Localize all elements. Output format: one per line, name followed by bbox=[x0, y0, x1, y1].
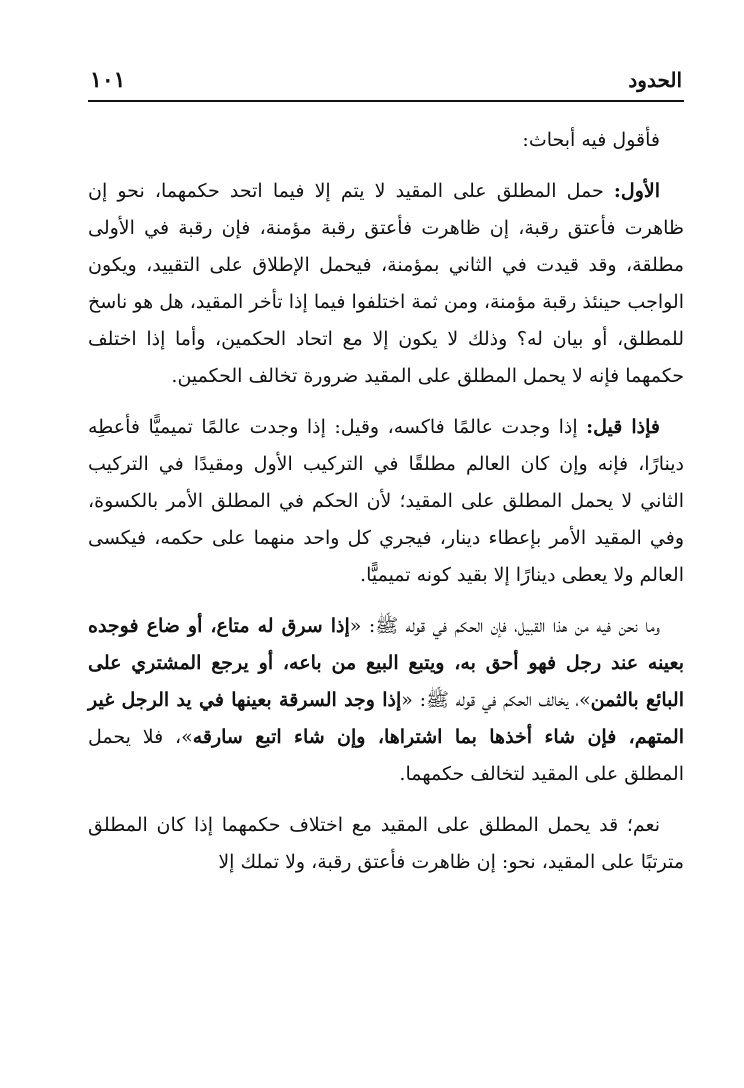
page-number: ١٠١ bbox=[90, 67, 126, 93]
paragraph-lead: الأول: bbox=[613, 180, 660, 202]
paragraph-first bbox=[88, 173, 684, 395]
running-title: الحدود bbox=[628, 68, 682, 92]
paragraph-text: إذا وجدت عالمًا فاكسه، وقيل: إذا وجدت عالمًا تميميًّا فأعطِه دينارًا، فإنه وإن كان العالم مطلقًا في التركيب الأول ومقيدًا في التركيب الثاني لا يحمل المطلق على المقيد؛ لأن الحكم في المطلق الأمر بالكسوة، وفي المقيد الأمر بإعطاء دينار، فيجري كل واحد منهما على حكمه، فيكسى العالم ولا يعطى دينارًا إلا بقيد كونه تميميًّا. bbox=[88, 416, 684, 586]
hadith-quote: إذا سرق له متاع، أو ضاع فوجده بعينه عند رجل فهو أحق به، ويتبع البيع من باعه، أو يرجع المشتري على البائع بالثمن bbox=[88, 615, 684, 711]
paragraph-intro bbox=[88, 122, 684, 159]
intro-text: فأقول فيه أبحاث: bbox=[522, 129, 660, 151]
paragraph-last bbox=[88, 807, 684, 881]
paragraph-text: نعم؛ قد يحمل المطلق على المقيد مع اختلاف حكمهما إذا كان المطلق مترتبًا على المقيد، نحو: إن ظاهرت فأعتق رقبة، ولا تملك إلا bbox=[88, 814, 684, 873]
paragraph-text: وما نحن فيه من هذا القبيل، فإن الحكم في قوله ﷺ: « bbox=[349, 615, 661, 637]
page-header bbox=[90, 62, 682, 98]
hadith-quote: إذا وجد السرقة بعينها في يد الرجل غير المتهم، فإن شاء أخذها بما اشتراها، وإن شاء اتبع سارقه bbox=[88, 689, 684, 748]
paragraph-lead: فإذا قيل: bbox=[586, 416, 660, 438]
paragraph-text: حمل المطلق على المقيد لا يتم إلا فيما اتحد حكمهما، نحو إن ظاهرت فأعتق رقبة، إن ظاهرت فأعتق رقبة مؤمنة، فإن رقبة في الأولى مطلقة، وقد قيدت في الثاني بمؤمنة، فيحمل الإطلاق على التقييد، ويكون الواجب حينئذ رقبة مؤمنة، ومن ثمة اختلفوا فيما إذا تأخر المقيد، هل هو ناسخ للمطلق، أو بيان له؟ وذلك لا يكون إلا مع اتحاد الحكمين، وأما إذا اختلف حكمهما فإنه لا يحمل المطلق على المقيد ضرورة تخالف الحكمين. bbox=[88, 180, 684, 387]
paragraph-hadith bbox=[88, 608, 684, 793]
paragraph-text: »، فلا يحمل المطلق على المقيد لتخالف حكمهما. bbox=[88, 726, 684, 785]
paragraph-example bbox=[88, 409, 684, 594]
body-text bbox=[88, 122, 684, 895]
paragraph-text: »، يخالف الحكم في قوله ﷺ: « bbox=[401, 689, 591, 711]
header-divider bbox=[88, 100, 684, 102]
